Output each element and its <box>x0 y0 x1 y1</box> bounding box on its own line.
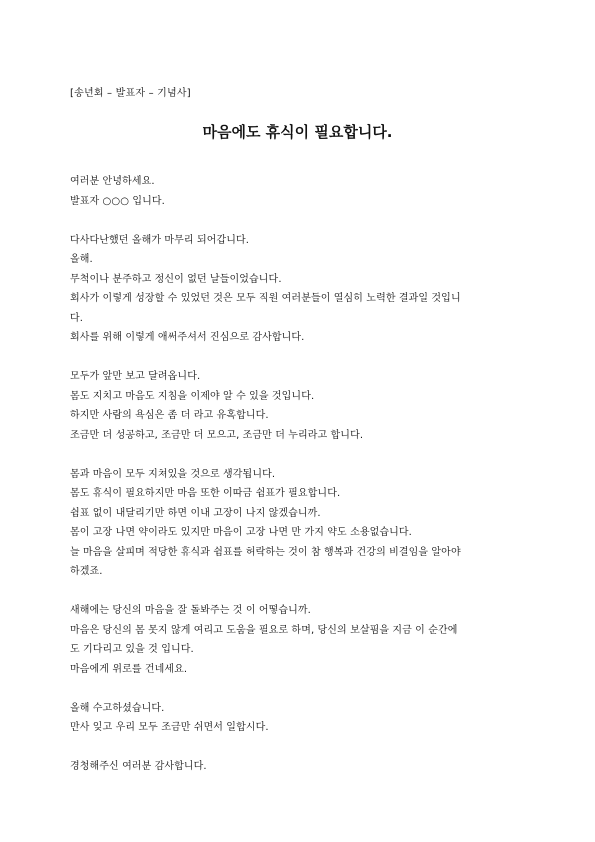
text-line: 올해 수고하셨습니다. <box>70 702 165 714</box>
document-tag: [송년회 – 발표자 – 기념사] <box>70 88 191 99</box>
text-line: 늘 마음을 살피며 적당한 휴식과 쉼표를 허락하는 것이 참 행복과 건강의 비결임을 알아야 <box>70 546 461 558</box>
paragraph-thanks-work <box>70 699 532 738</box>
text-line: 쉼표 없이 내달리기만 하면 이내 고장이 나지 않겠습니까. <box>70 507 321 519</box>
text-line: 발표자 ○○○ 입니다. <box>70 195 165 207</box>
paragraph-running <box>70 367 532 445</box>
text-line: 다. <box>70 312 84 324</box>
text-line: 몸과 마음이 모두 지쳐있을 것으로 생각됩니다. <box>70 468 276 480</box>
text-line: 마음에게 위로를 건네세요. <box>70 663 188 675</box>
text-line: 회사가 이렇게 성장할 수 있었던 것은 모두 직원 여러분들이 열심히 노력한 결과일 것입니 <box>70 293 461 304</box>
text-line: 무척이나 분주하고 정신이 없던 날들이었습니다. <box>70 273 282 285</box>
text-line: 여러분 안녕하세요. <box>70 176 155 187</box>
text-line: 모두가 앞만 보고 달려옵니다. <box>70 371 201 382</box>
paragraph-year-review <box>70 231 532 348</box>
text-line: 조금만 더 성공하고, 조금만 더 모으고, 조금만 더 누리라고 합니다. <box>70 429 364 441</box>
paragraph-new-year <box>70 601 532 679</box>
page-title: 마음에도 휴식이 필요합니다. <box>202 123 393 141</box>
text-line: 올해. <box>70 254 93 265</box>
text-line: 몸이 고장 나면 약이라도 있지만 마음이 고장 나면 만 가지 약도 소용없습니다. <box>70 527 412 538</box>
text-line: 새해에는 당신의 마음을 잘 돌봐주는 것 이 어떻습니까. <box>70 605 311 616</box>
text-line: 회사를 위해 이렇게 애써주셔서 진심으로 감사합니다. <box>70 332 305 343</box>
text-line: 몸도 지치고 마음도 지침을 이제야 알 수 있을 것입니다. <box>70 390 315 402</box>
text-line: 하겠죠. <box>70 566 103 577</box>
text-line: 하지만 사람의 욕심은 좀 더 라고 유혹합니다. <box>70 410 269 421</box>
text-line: 도 기다리고 있을 것 입니다. <box>70 644 194 655</box>
speech-body <box>70 172 532 796</box>
text-line: 마음은 당신의 몸 못지 않게 여리고 도움을 필요로 하며, 당신의 보살핌을 지금 이 순간에 <box>70 624 458 636</box>
paragraph-greeting <box>70 172 532 211</box>
text-line: 다사다난했던 올해가 마무리 되어갑니다. <box>70 234 250 246</box>
text-line: 만사 잊고 우리 모두 조금만 쉬면서 일합시다. <box>70 722 269 733</box>
paragraph-closing <box>70 757 532 777</box>
text-line: 몸도 휴식이 필요하지만 마음 또한 이따금 쉼표가 필요합니다. <box>70 488 341 499</box>
paragraph-rest <box>70 465 532 582</box>
text-line: 경청해주신 여러분 감사합니다. <box>70 761 207 772</box>
